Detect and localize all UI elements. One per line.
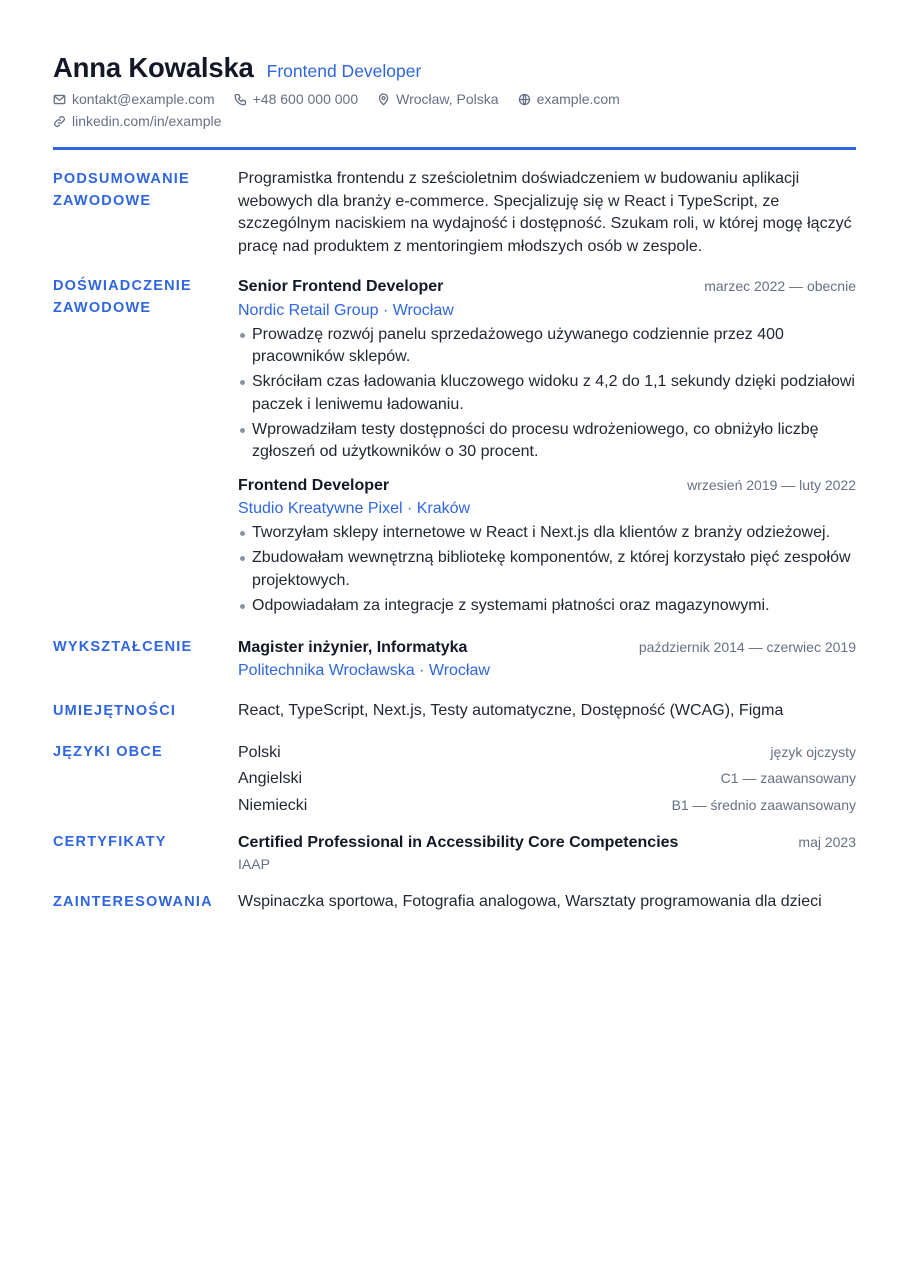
certificate-date: maj 2023 bbox=[798, 834, 856, 850]
name-row bbox=[53, 52, 856, 84]
job-bullets bbox=[238, 324, 856, 464]
interests-text: Wspinaczka sportowa, Fotografia analogowa, Warsztaty programowania dla dzieci bbox=[238, 892, 822, 910]
job-position: Frontend Developer bbox=[238, 476, 390, 494]
contact-email[interactable] bbox=[53, 90, 215, 108]
skills-text: React, TypeScript, Next.js, Testy automatyczne, Dostępność (WCAG), Figma bbox=[238, 702, 784, 719]
interests-section bbox=[53, 891, 856, 914]
job-position: Senior Frontend Developer bbox=[238, 278, 444, 295]
contact-phone[interactable] bbox=[234, 90, 359, 108]
education-dates: październik 2014 — czerwiec 2019 bbox=[638, 638, 856, 655]
language-row bbox=[238, 794, 856, 821]
section-title: DOŚWIADCZENIE ZAWODOWE bbox=[53, 278, 192, 316]
website-text: example.com bbox=[536, 91, 620, 107]
list-item: Wprowadziłam testy dostępności do procesu wdrożeniowego, co obniżyło liczbę zgłoszeń od użytkowników o 30 procent. bbox=[238, 419, 856, 464]
skills-section bbox=[53, 700, 856, 723]
degree: Magister inżynier, Informatyka bbox=[238, 638, 468, 656]
section-title: JĘZYKI OBCE bbox=[53, 743, 163, 760]
certificates-section bbox=[53, 831, 856, 874]
list-item: Odpowiadałam za integracje z systemami płatności oraz magazynowymi. bbox=[238, 595, 856, 618]
contact-website[interactable] bbox=[518, 90, 620, 108]
linkedin-text: linkedin.com/in/example bbox=[72, 113, 222, 129]
language-row bbox=[238, 767, 856, 794]
language-row bbox=[238, 741, 856, 768]
section-title: WYKSZTAŁCENIE bbox=[53, 638, 193, 655]
list-item: Tworzyłam sklepy internetowe w React i Next.js dla klientów z branży odzieżowej. bbox=[238, 522, 856, 545]
phone-icon bbox=[234, 93, 247, 106]
language-level: język ojczysty bbox=[770, 743, 856, 760]
certificate-issuer: IAAP bbox=[238, 855, 270, 872]
job-company: Studio Kreatywne Pixel · Kraków bbox=[238, 500, 471, 517]
language-name: Polski bbox=[238, 743, 281, 761]
job-dates: wrzesień 2019 — luty 2022 bbox=[687, 476, 856, 493]
list-item: Skróciłam czas ładowania kluczowego widoku z 4,2 do 1,1 sekundy dzięki podziałowi paczek i leniwemu ładowaniu. bbox=[238, 371, 856, 416]
section-title: ZAINTERESOWANIA bbox=[53, 893, 213, 910]
certificate-name: Certified Professional in Accessibility Core Competencies bbox=[238, 834, 679, 851]
job-title: Frontend Developer bbox=[266, 61, 422, 81]
summary-text: Programistka frontendu z sześcioletnim doświadczeniem w budowaniu aplikacji webowych dla branży e-commerce. Specjalizuję się w React i TypeScript, ze szczególnym naciskiem na wydajność i dostępność. Szukam roli, w której mogę łączyć pracę nad produktem z mentoringiem młodszych osób w zespole. bbox=[238, 170, 852, 255]
location-text: Wrocław, Polska bbox=[396, 91, 499, 107]
job-bullets bbox=[238, 522, 856, 617]
language-name: Niemiecki bbox=[238, 796, 308, 814]
section-title: UMIEJĘTNOŚCI bbox=[53, 703, 177, 719]
contact-list bbox=[53, 90, 673, 130]
list-item: Zbudowałam wewnętrzną bibliotekę komponentów, z której korzystało pięć zespołów projektowych. bbox=[238, 547, 856, 592]
language-name: Angielski bbox=[238, 770, 303, 787]
school: Politechnika Wrocławska · Wrocław bbox=[238, 662, 490, 679]
language-level: C1 — zaawansowany bbox=[720, 770, 856, 786]
education-section bbox=[53, 636, 856, 683]
job-entry bbox=[238, 275, 856, 464]
job-dates: marzec 2022 — obecnie bbox=[704, 278, 856, 294]
resume-header bbox=[53, 52, 856, 150]
mail-icon bbox=[53, 93, 66, 106]
experience-section bbox=[53, 275, 856, 620]
location-icon bbox=[377, 93, 390, 106]
phone-text: +48 600 000 000 bbox=[252, 91, 359, 107]
link-icon bbox=[53, 115, 66, 128]
summary-section bbox=[53, 168, 856, 258]
contact-location bbox=[377, 90, 498, 108]
email-text: kontakt@example.com bbox=[72, 91, 215, 107]
resume-page bbox=[53, 52, 856, 913]
list-item: Prowadzę rozwój panelu sprzedażowego używanego codziennie przez 400 pracowników sklepów. bbox=[238, 324, 856, 369]
job-entry bbox=[238, 474, 856, 618]
globe-icon bbox=[518, 93, 531, 106]
contact-linkedin[interactable] bbox=[53, 112, 221, 130]
languages-section bbox=[53, 741, 856, 821]
candidate-name: Anna Kowalska bbox=[53, 52, 254, 83]
language-level: B1 — średnio zaawansowany bbox=[671, 796, 856, 813]
job-company: Nordic Retail Group · Wrocław bbox=[238, 301, 454, 319]
section-title: PODSUMOWANIE ZAWODOWE bbox=[53, 171, 190, 209]
section-title: CERTYFIKATY bbox=[53, 834, 167, 850]
